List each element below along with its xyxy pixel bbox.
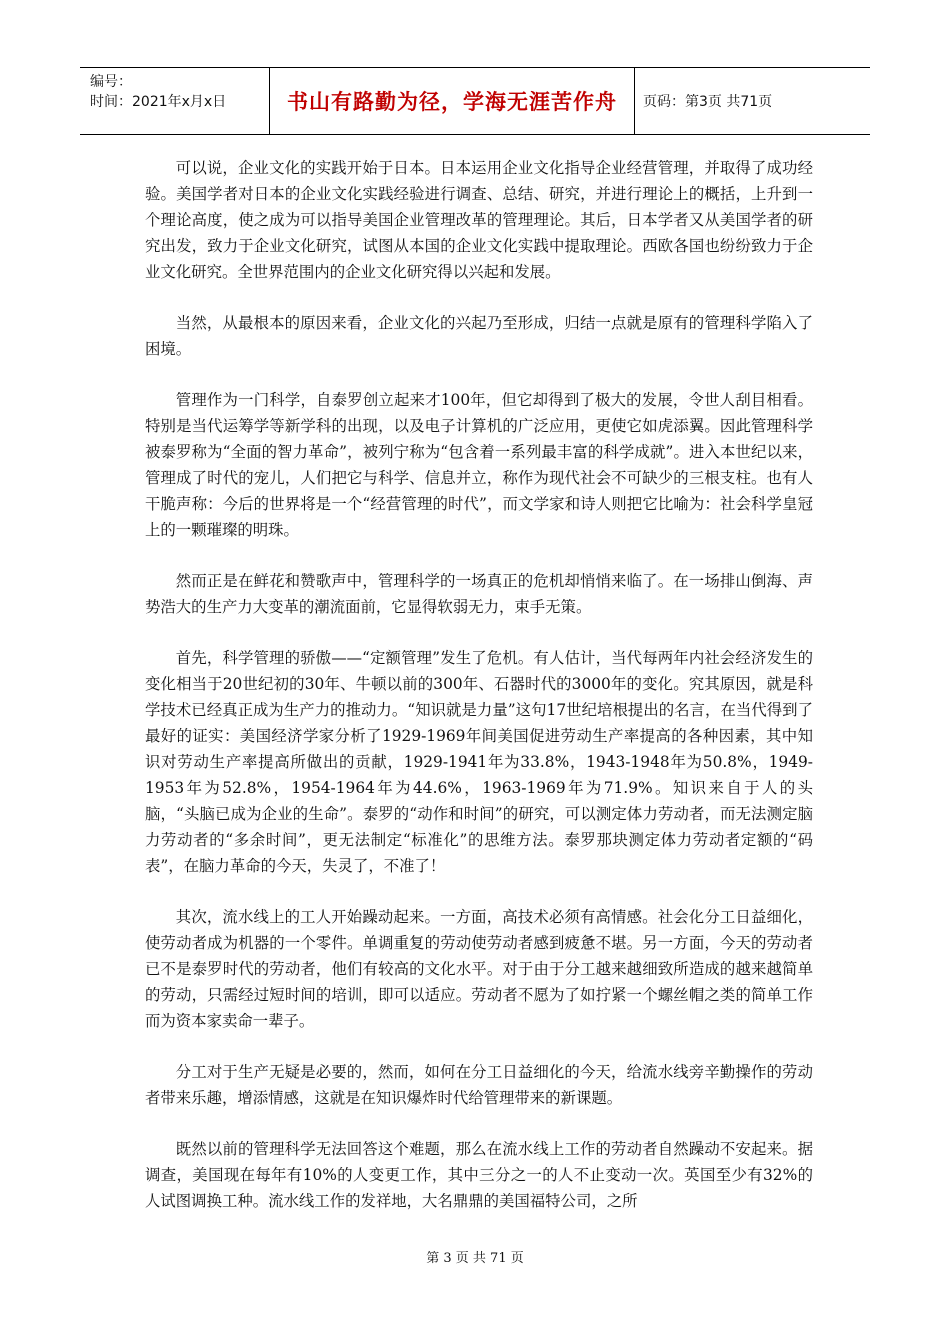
paragraph: 既然以前的管理科学无法回答这个难题，那么在流水线上工作的劳动者自然躁动不安起来。据调查，美国现在每年有10%的人变更工作，其中三分之一的人不止变动一次。英国至少有32%的人试图调换工种。流水线工作的发祥地，大名鼎鼎的美国福特公司，之所 bbox=[145, 1140, 813, 1210]
page-footer: 第 3 页 共 71 页 bbox=[426, 1251, 524, 1266]
document-date-label: 时间：2021年x月x日 bbox=[90, 94, 227, 110]
paragraph: 当然，从最根本的原因来看，企业文化的兴起乃至形成，归结一点就是原有的管理科学陷入了困境。 bbox=[145, 314, 813, 358]
paragraph: 管理作为一门科学，自泰罗创立起来才100年，但它却得到了极大的发展，令世人刮目相看。特别是当代运筹学等新学科的出现，以及电子计算机的广泛应用，更使它如虎添翼。因此管理科学被泰罗称为“全面的智力革命”，被列宁称为“包含着一系列最丰富的科学成就”。进入本世纪以来，管理成了时代的宠儿，人们把它与科学、信息并立，称作为现代社会不可缺少的三根支柱。也有人干脆声称：今后的世界将是一个“经营管理的时代”，而文学家和诗人则把它比喻为：社会科学皇冠上的一颗璀璨的明珠。 bbox=[145, 391, 813, 539]
paragraph: 分工对于生产无疑是必要的，然而，如何在分工日益细化的今天，给流水线旁辛勤操作的劳动者带来乐趣，增添情感，这就是在知识爆炸时代给管理带来的新课题。 bbox=[145, 1063, 813, 1107]
document-body bbox=[145, 155, 813, 1239]
header-meta bbox=[80, 68, 270, 134]
paragraph: 其次，流水线上的工人开始躁动起来。一方面，高技术必须有高情感。社会化分工日益细化，使劳动者成为机器的一个零件。单调重复的劳动使劳动者感到疲惫不堪。另一方面，今天的劳动者已不是泰罗时代的劳动者，他们有较高的文化水平。对于由于分工越来越细致所造成的越来越简单的劳动，只需经过短时间的培训，即可以适应。劳动者不愿为了如拧紧一个螺丝帽之类的简单工作而为资本家卖命一辈子。 bbox=[145, 908, 813, 1030]
paragraph: 可以说，企业文化的实践开始于日本。日本运用企业文化指导企业经营管理，并取得了成功经验。美国学者对日本的企业文化实践经验进行调查、总结、研究，并进行理论上的概括，上升到一个理论高度，使之成为可以指导美国企业管理改革的管理理论。其后，日本学者又从美国学者的研究出发，致力于企业文化研究，试图从本国的企业文化实践中提取理论。西欧各国也纷纷致力于企业文化研究。全世界范围内的企业文化研究得以兴起和发展。 bbox=[145, 159, 813, 281]
header-motto: 书山有路勤为径，学海无涯苦作舟 bbox=[270, 68, 635, 134]
paragraph: 首先，科学管理的骄傲——“定额管理”发生了危机。有人估计，当代每两年内社会经济发生的变化相当于20世纪初的30年、牛顿以前的300年、石器时代的3000年的变化。究其原因，就是科学技术已经真正成为生产力的推动力。“知识就是力量”这句17世纪培根提出的名言，在当代得到了最好的证实：美国经济学家分析了1929-1969年间美国促进劳动生产率提高的各种因素，其中知识对劳动生产率提高所做出的贡献，1929-1941年为33.8%，1943-1948年为50.8%，1949-1953年为52.8%，1954-1964年为44.6%，1963-1969年为71.9%。知识来自于人的头脑，“头脑已成为企业的生命”。泰罗的“动作和时间”的研究，可以测定体力劳动者，而无法测定脑力劳动者的“多余时间”，更无法制定“标准化”的思维方法。泰罗那块测定体力劳动者定额的“码表”，在脑力革命的今天，失灵了，不准了！ bbox=[145, 649, 813, 875]
header-page-label: 页码：第3页 共71页 bbox=[643, 94, 773, 110]
document-number-label: 编号： bbox=[90, 74, 132, 90]
paragraph: 然而正是在鲜花和赞歌声中，管理科学的一场真正的危机却悄悄来临了。在一场排山倒海、声势浩大的生产力大变革的潮流面前，它显得软弱无力，束手无策。 bbox=[145, 572, 813, 616]
page-header bbox=[80, 67, 870, 135]
